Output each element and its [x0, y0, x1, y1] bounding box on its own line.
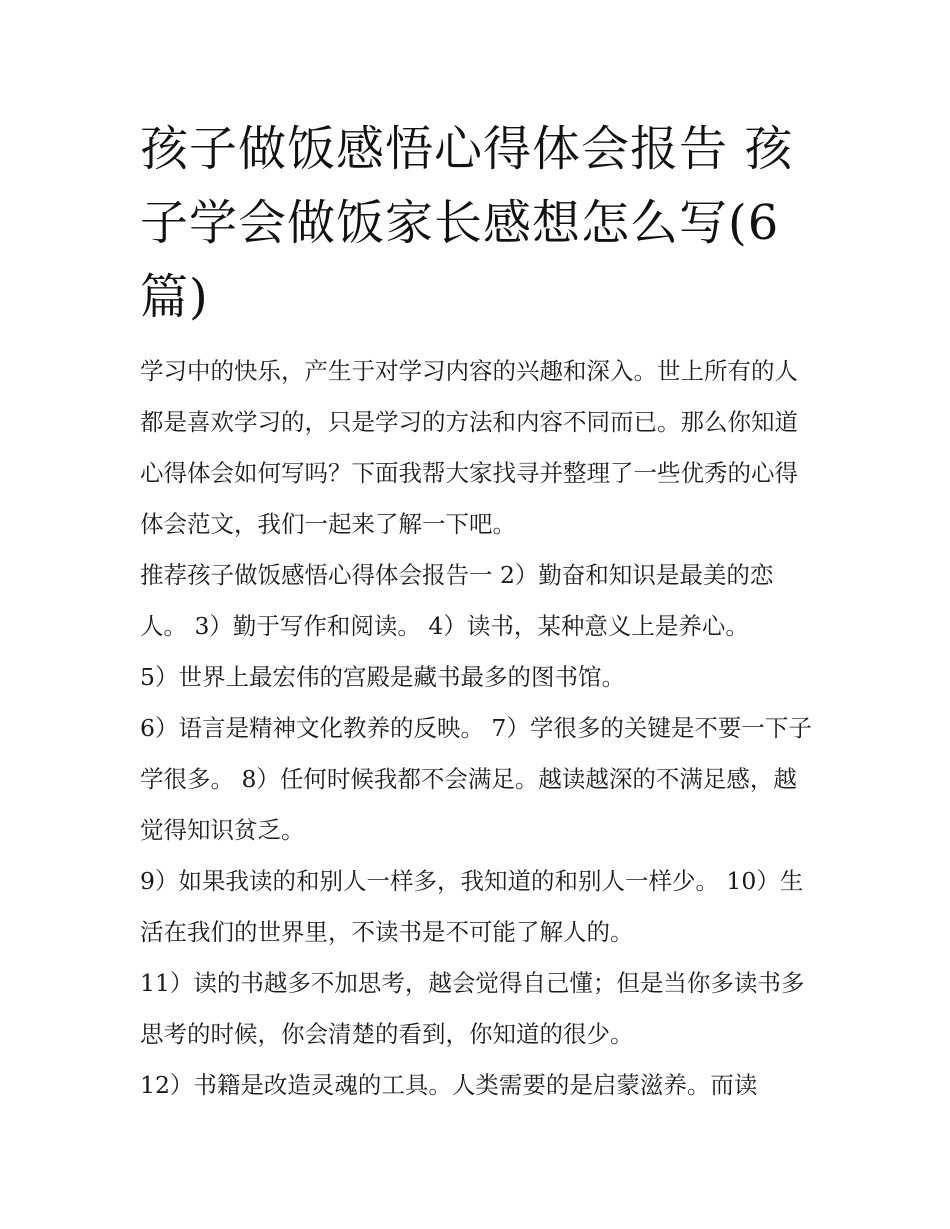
body-paragraph: 6）语言是精神文化教养的反映。 7）学很多的关键是不要一下子学很多。 8）任何时候我都不会满足。越读越深的不满足感，越觉得知识贫乏。: [140, 714, 812, 844]
document-body: [140, 346, 816, 1111]
body-paragraph: 5）世界上最宏伟的宫殿是藏书最多的图书馆。: [140, 663, 625, 691]
body-paragraph: 12）书籍是改造灵魂的工具。人类需要的是启蒙滋养。而读: [140, 1071, 758, 1099]
body-paragraph: 11）读的书越多不加思考，越会觉得自己懂；但是当你多读书多思考的时候，你会清楚的看到，你知道的很少。: [140, 969, 805, 1048]
body-paragraph: 9）如果我读的和别人一样多，我知道的和别人一样少。 10）生活在我们的世界里，不读书是不可能了解人的。: [140, 867, 804, 946]
document-title: 孩子做饭感悟心得体会报告 孩子学会做饭家长感想怎么写(6篇): [140, 121, 794, 325]
document-page: [140, 112, 816, 1111]
intro-paragraph: 学习中的快乐，产生于对学习内容的兴趣和深入。世上所有的人都是喜欢学习的，只是学习的方法和内容不同而已。那么你知道心得体会如何写吗？下面我帮大家找寻并整理了一些优秀的心得体会范文，我们一起来了解一下吧。: [140, 357, 798, 538]
body-paragraph: 推荐孩子做饭感悟心得体会报告一 2）勤奋和知识是最美的恋人。 3）勤于写作和阅读。 4）读书，某种意义上是养心。: [140, 561, 774, 640]
